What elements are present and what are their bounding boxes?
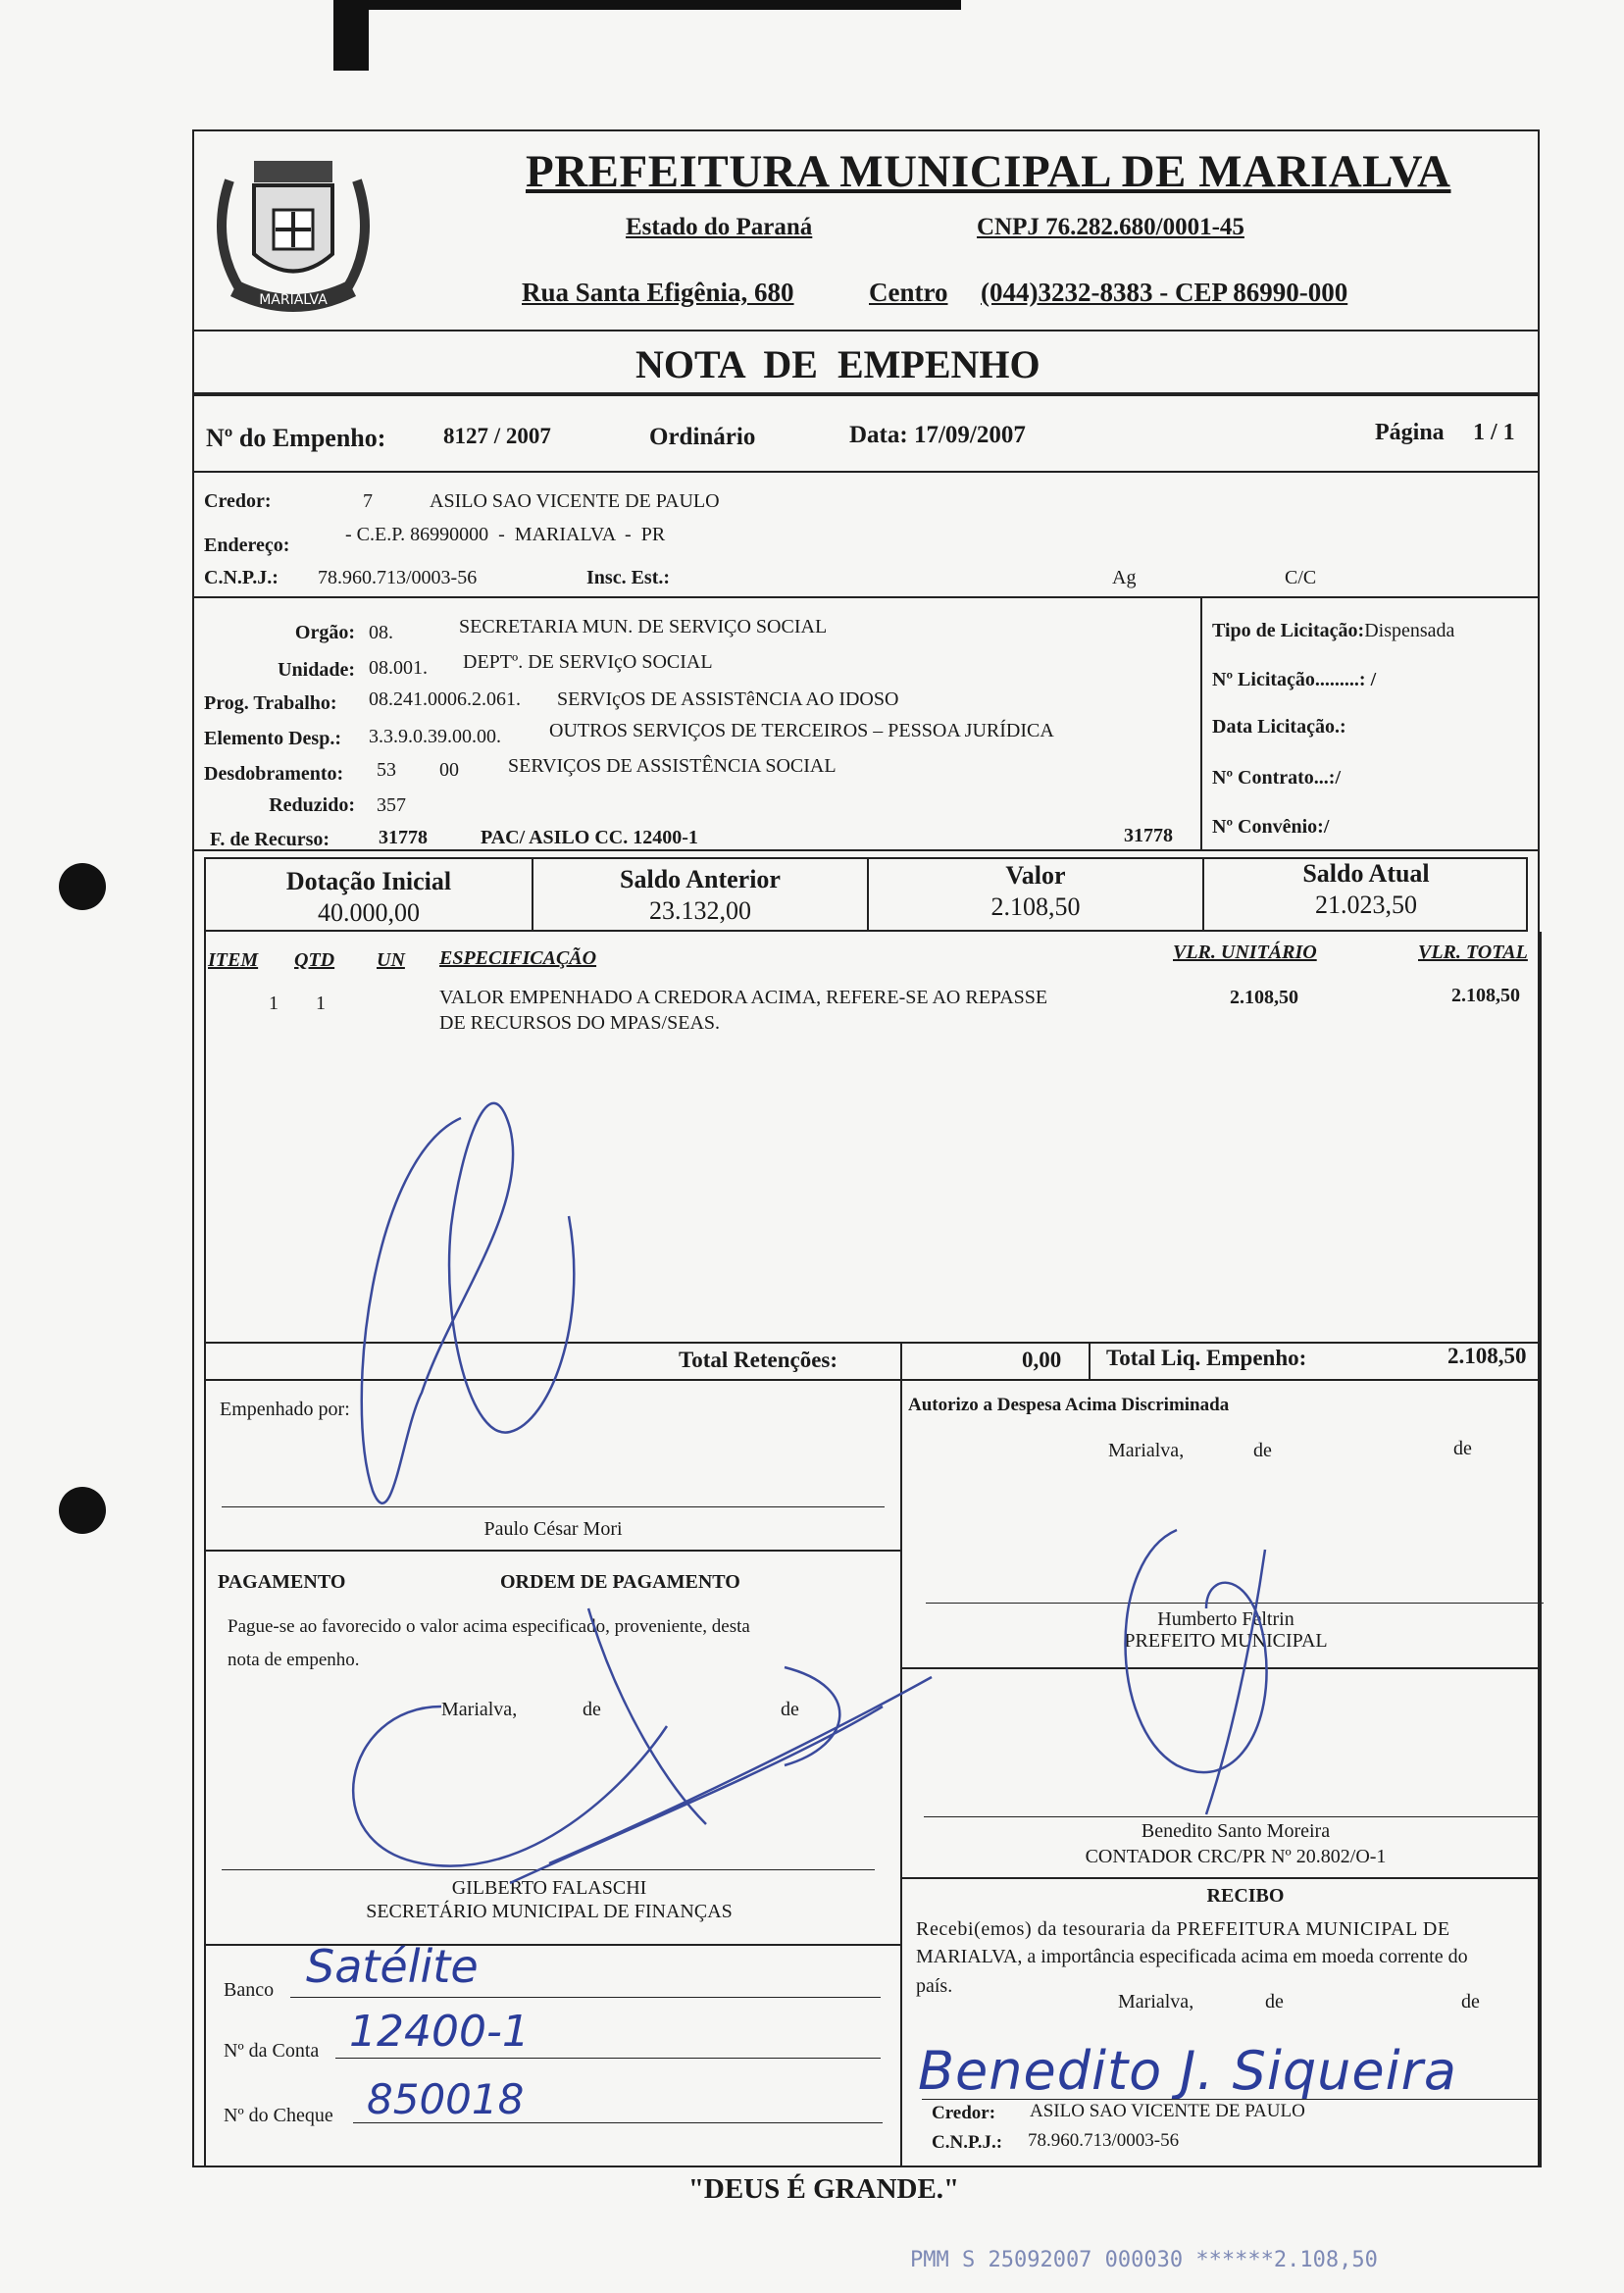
- item-total-value: 2.108,50: [1451, 985, 1520, 1006]
- autorizo-de-1: de: [1253, 1440, 1272, 1461]
- col-item: ITEM: [208, 949, 259, 971]
- empenhado-label: Empenhado por:: [220, 1399, 350, 1420]
- address-value: - C.E.P. 86990000 - MARIALVA - PR: [345, 524, 666, 545]
- credor-code: 7: [363, 490, 373, 512]
- col-total: VLR. TOTAL: [1418, 942, 1528, 963]
- empenho-date: Data: 17/09/2007: [849, 422, 1026, 448]
- svg-text:MARIALVA: MARIALVA: [259, 292, 328, 308]
- item-qtd: 1: [316, 993, 326, 1014]
- recurso-desc: PAC/ ASILO CC. 12400-1: [481, 827, 698, 848]
- recibo-de-2: de: [1461, 1991, 1480, 2013]
- item-number: 1: [269, 993, 279, 1014]
- unidade-label: Unidade:: [278, 659, 355, 681]
- mayor-title: PREFEITO MUNICIPAL: [1124, 1630, 1328, 1652]
- liquido-value: 2.108,50: [1447, 1344, 1527, 1368]
- ag-label: Ag: [1112, 567, 1137, 588]
- secretary-name: GILBERTO FALASCHI: [451, 1877, 647, 1899]
- empenho-type: Ordinário: [649, 424, 756, 450]
- saldo-atual-label: Saldo Atual: [1302, 859, 1430, 888]
- elem-code: 3.3.9.0.39.00.00.: [369, 726, 501, 747]
- recibo-cnpj-label: C.N.P.J.:: [932, 2132, 1003, 2153]
- licitacao-number: Nº Licitação.........: /: [1212, 669, 1377, 690]
- valor-value: 2.108,50: [990, 892, 1081, 921]
- pagamento-label: PAGAMENTO: [218, 1571, 346, 1593]
- dotacao-value: 40.000,00: [318, 898, 420, 927]
- insc-label: Insc. Est.:: [586, 567, 671, 588]
- desd-label: Desdobramento:: [204, 763, 344, 785]
- recibo-credor-name: ASILO SAO VICENTE DE PAULO: [1030, 2101, 1305, 2121]
- recibo-place: Marialva,: [1118, 1991, 1194, 2013]
- item-spec-line1: VALOR EMPENHADO A CREDORA ACIMA, REFERE-SE AO REPASSE: [439, 987, 1048, 1008]
- recibo-text-1: Recebi(emos) da tesouraria da PREFEITURA MUNICIPAL DE: [916, 1918, 1450, 1940]
- col-un: UN: [377, 949, 405, 971]
- recurso-label: F. de Recurso:: [210, 829, 330, 850]
- credor-name: ASILO SAO VICENTE DE PAULO: [430, 490, 720, 512]
- page-label: Página: [1375, 420, 1445, 445]
- credor-cnpj: 78.960.713/0003-56: [318, 567, 478, 588]
- banco-label: Banco: [224, 1979, 275, 2001]
- recibo-text-3: país.: [916, 1975, 953, 1997]
- orgao-desc: SECRETARIA MUN. DE SERVIÇO SOCIAL: [459, 616, 828, 637]
- conta-label: Nº da Conta: [224, 2040, 320, 2062]
- col-qtd: QTD: [294, 949, 335, 971]
- cnpj-label: C.N.P.J.:: [204, 567, 279, 588]
- retencoes-label: Total Retenções:: [679, 1348, 838, 1372]
- conta-value: 12400-1: [349, 2007, 530, 2057]
- cheque-label: Nº do Cheque: [224, 2105, 333, 2126]
- licitacao-date: Data Licitação.:: [1212, 716, 1346, 738]
- prog-label: Prog. Trabalho:: [204, 692, 337, 714]
- orgao-code: 08.: [369, 622, 393, 643]
- mayor-name: Humberto Feltrin: [1157, 1608, 1294, 1630]
- autorizo-place: Marialva,: [1108, 1440, 1185, 1461]
- licitacao-type-label: Tipo de Licitação:Dispensada: [1212, 620, 1455, 641]
- empenhado-name: Paulo César Mori: [483, 1518, 623, 1540]
- pagamento-de-1: de: [583, 1699, 601, 1720]
- bank-stamp: PMM S 25092007 000030 ******2.108,50: [910, 2248, 1378, 2272]
- header-cnpj: CNPJ 76.282.680/0001-45: [977, 214, 1244, 240]
- col-spec: ESPECIFICAÇÃO: [439, 947, 597, 969]
- recibo-signature: Benedito J. Siqueira: [918, 2040, 1457, 2102]
- page-number: 1 / 1: [1473, 420, 1515, 445]
- recibo-text-2: MARIALVA, a importância especificada acima em moeda corrente do: [916, 1946, 1468, 1967]
- item-unit-value: 2.108,50: [1230, 987, 1298, 1008]
- recurso-code: 31778: [379, 827, 428, 848]
- recibo-cnpj: 78.960.713/0003-56: [1028, 2130, 1180, 2151]
- header-phone-cep: (044)3232-8383 - CEP 86990-000: [981, 278, 1348, 307]
- empenho-number: 8127 / 2007: [443, 424, 551, 448]
- ordem-label: ORDEM DE PAGAMENTO: [500, 1571, 740, 1593]
- prog-desc: SERVIçOS DE ASSISTêNCIA AO IDOSO: [557, 688, 899, 710]
- header-street: Rua Santa Efigênia, 680: [522, 278, 794, 307]
- doc-title: NOTA DE EMPENHO: [635, 342, 1040, 386]
- empenho-number-label: Nº do Empenho:: [206, 424, 386, 452]
- pagamento-text-2: nota de empenho.: [228, 1650, 360, 1670]
- licitacao-type-value: Dispensada: [1364, 620, 1455, 641]
- elem-label: Elemento Desp.:: [204, 728, 341, 749]
- valor-label: Valor: [1005, 861, 1066, 890]
- desd-sub: 00: [439, 759, 459, 781]
- unidade-code: 08.001.: [369, 657, 428, 679]
- pagamento-place: Marialva,: [441, 1699, 518, 1720]
- pagamento-text-1: Pague-se ao favorecido o valor acima especificado, proveniente, desta: [228, 1616, 750, 1637]
- desd-code: 53: [377, 759, 396, 781]
- accountant-title: CONTADOR CRC/PR Nº 20.802/O-1: [1085, 1846, 1387, 1867]
- unidade-desc: DEPTº. DE SERVIçO SOCIAL: [463, 651, 713, 673]
- reduzido-label: Reduzido:: [269, 794, 355, 816]
- header-title: PREFEITURA MUNICIPAL DE MARIALVA: [526, 146, 1451, 197]
- orgao-label: Orgão:: [294, 622, 355, 643]
- pagamento-de-2: de: [781, 1699, 799, 1720]
- address-label: Endereço:: [204, 535, 290, 556]
- credor-label: Credor:: [204, 490, 272, 512]
- prog-code: 08.241.0006.2.061.: [369, 688, 521, 710]
- item-spec-line2: DE RECURSOS DO MPAS/SEAS.: [439, 1012, 721, 1034]
- desd-desc: SERVIÇOS DE ASSISTÊNCIA SOCIAL: [508, 755, 837, 777]
- convenio-number: Nº Convênio:/: [1212, 816, 1330, 838]
- saldo-anterior-label: Saldo Anterior: [620, 865, 781, 893]
- retencoes-value: 0,00: [1022, 1348, 1062, 1372]
- banco-value: Satélite: [306, 1940, 479, 1993]
- cc-label: C/C: [1285, 567, 1317, 588]
- secretary-title: SECRETÁRIO MUNICIPAL DE FINANÇAS: [366, 1901, 733, 1922]
- saldo-anterior-value: 23.132,00: [649, 896, 751, 925]
- motto: "DEUS É GRANDE.": [687, 2173, 960, 2205]
- recurso-code-2: 31778: [1124, 825, 1173, 846]
- contrato-number: Nº Contrato...:/: [1212, 767, 1342, 789]
- header-district: Centro: [869, 278, 948, 307]
- header-state: Estado do Paraná: [626, 214, 813, 240]
- autorizo-label: Autorizo a Despesa Acima Discriminada: [908, 1395, 1230, 1415]
- dotacao-label: Dotação Inicial: [285, 867, 452, 895]
- recibo-label: RECIBO: [1206, 1885, 1285, 1907]
- accountant-name: Benedito Santo Moreira: [1141, 1820, 1331, 1842]
- col-unit: VLR. UNITÁRIO: [1173, 942, 1317, 963]
- elem-desc: OUTROS SERVIÇOS DE TERCEIROS – PESSOA JURÍDICA: [549, 720, 1054, 741]
- cheque-value: 850018: [367, 2075, 525, 2123]
- saldo-atual-value: 21.023,50: [1315, 891, 1417, 919]
- autorizo-de-2: de: [1453, 1438, 1472, 1459]
- recibo-de-1: de: [1265, 1991, 1284, 2013]
- reduzido-code: 357: [377, 794, 406, 816]
- recibo-credor-label: Credor:: [932, 2103, 996, 2123]
- liquido-label: Total Liq. Empenho:: [1106, 1346, 1307, 1370]
